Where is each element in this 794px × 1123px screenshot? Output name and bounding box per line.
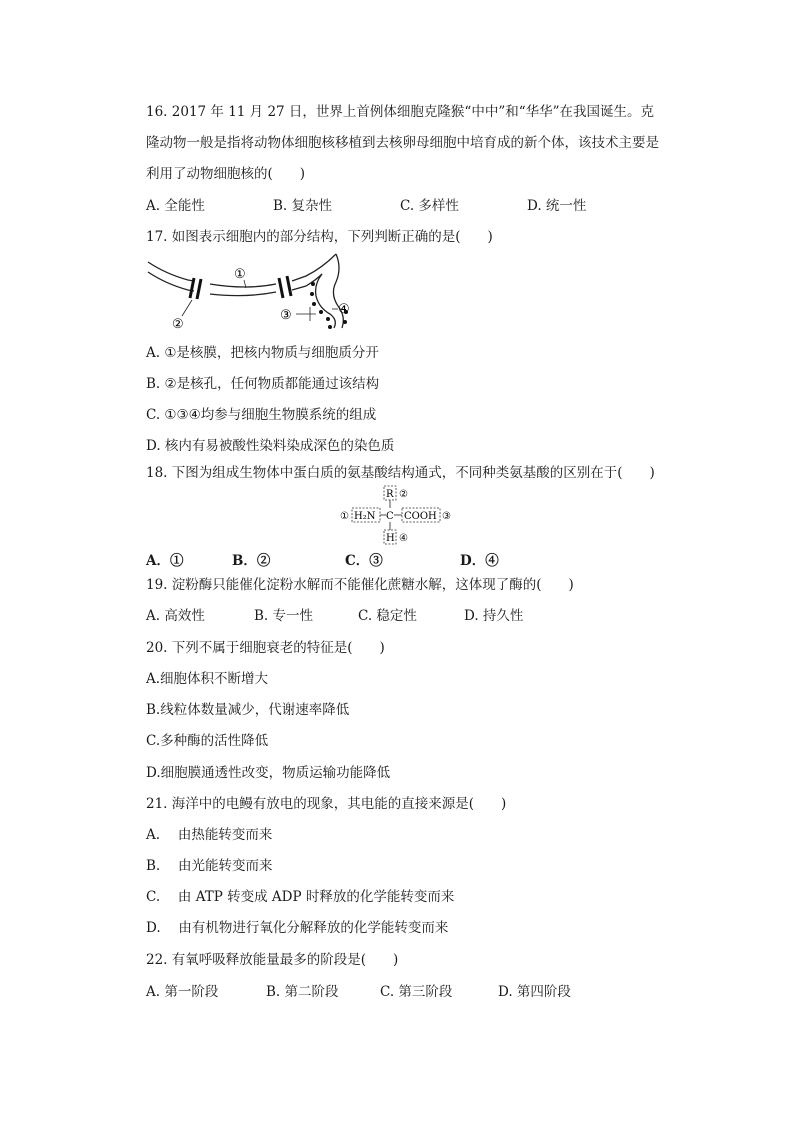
- q18-stem: 18. 下图为组成生物体中蛋白质的氨基酸结构通式，不同种类氨基酸的区别在于( ): [146, 465, 655, 481]
- q21-option-b: B. 由光能转变而来: [146, 858, 273, 874]
- q19-option-d: D. 持久性: [464, 608, 524, 624]
- nuclear-envelope-diagram: [146, 252, 366, 332]
- q18-option-c: C．③: [345, 553, 383, 569]
- q16-stem-line-1: 16. 2017 年 11 月 27 日，世界上首例体细胞克隆猴“中中”和“华华”在我国诞生。克: [146, 104, 655, 120]
- q21-option-c: C. 由 ATP 转变成 ADP 时释放的化学能转变而来: [146, 889, 455, 905]
- q20-option-d: D.细胞膜通透性改变，物质运输功能降低: [146, 765, 391, 781]
- nuclear-pore-2-right: [287, 276, 291, 296]
- q19-option-a: A. 高效性: [146, 608, 205, 624]
- q19-option-c: C. 稳定性: [358, 608, 417, 624]
- q16-stem-line-2: 隆动物一般是指将动物体细胞核移植到去核卵母细胞中培育成的新个体，该技术主要是: [146, 135, 659, 151]
- q16-option-c: C. 多样性: [400, 198, 459, 214]
- amino-acid-formula: [340, 484, 470, 546]
- q18-option-a: A．①: [146, 553, 184, 569]
- q20-stem: 20. 下列不属于细胞衰老的特征是( ): [146, 640, 385, 656]
- formula-amino-group: H₂N: [354, 511, 376, 522]
- nuclear-pore-2-left: [279, 278, 283, 298]
- q20-option-b: B.线粒体数量减少，代谢速率降低: [146, 702, 350, 718]
- q22-option-d: D. 第四阶段: [498, 984, 571, 1000]
- q16-stem-line-3: 利用了动物细胞核的( ): [146, 166, 306, 182]
- formula-carboxyl-group: COOH: [404, 511, 437, 522]
- q18-option-b: B．②: [232, 553, 271, 569]
- q16-option-a: A. 全能性: [146, 198, 205, 214]
- q21-stem: 21. 海洋中的电鳗有放电的现象，其电能的直接来源是( ): [146, 796, 507, 812]
- q20-option-a: A.细胞体积不断增大: [146, 671, 269, 687]
- q18-option-d: D．④: [460, 553, 499, 569]
- q22-option-a: A. 第一阶段: [146, 984, 219, 1000]
- q22-option-b: B. 第二阶段: [266, 984, 339, 1000]
- formula-hydrogen: H: [386, 533, 395, 544]
- q17-option-a: A. ①是核膜，把核内物质与细胞质分开: [146, 345, 379, 361]
- nuclear-pore-1-right: [197, 279, 201, 299]
- q21-option-a: A. 由热能转变而来: [146, 827, 273, 843]
- diagram-label-3: ③: [280, 308, 292, 323]
- q22-option-c: C. 第三阶段: [380, 984, 453, 1000]
- formula-r-group: R: [386, 489, 394, 500]
- formula-mark-4: ④: [399, 533, 408, 544]
- diagram-label-2: ②: [172, 317, 184, 332]
- diagram-label-1: ①: [234, 267, 246, 282]
- q20-option-c: C.多种酶的活性降低: [146, 733, 269, 749]
- q17-option-d: D. 核内有易被酸性染料染成深色的染色质: [146, 438, 395, 454]
- q16-option-b: B. 复杂性: [273, 198, 333, 214]
- q17-option-b: B. ②是核孔，任何物质都能通过该结构: [146, 376, 380, 392]
- formula-mark-1: ①: [340, 511, 349, 522]
- diagram-label-4: ④: [338, 302, 350, 317]
- formula-alpha-carbon: C: [386, 511, 394, 522]
- q19-option-b: B. 专一性: [254, 608, 314, 624]
- q21-option-d: D. 由有机物进行氧化分解释放的化学能转变而来: [146, 920, 449, 936]
- q17-option-c: C. ①③④均参与细胞生物膜系统的组成: [146, 407, 377, 423]
- formula-mark-2: ②: [399, 489, 408, 500]
- q16-option-d: D. 统一性: [527, 198, 587, 214]
- q19-stem: 19. 淀粉酶只能催化淀粉水解而不能催化蔗糖水解，这体现了酶的( ): [146, 577, 574, 593]
- q22-stem: 22. 有氧呼吸释放能量最多的阶段是( ): [146, 952, 399, 968]
- formula-mark-3: ③: [442, 511, 451, 522]
- q17-stem: 17. 如图表示细胞内的部分结构，下列判断正确的是( ): [146, 229, 493, 245]
